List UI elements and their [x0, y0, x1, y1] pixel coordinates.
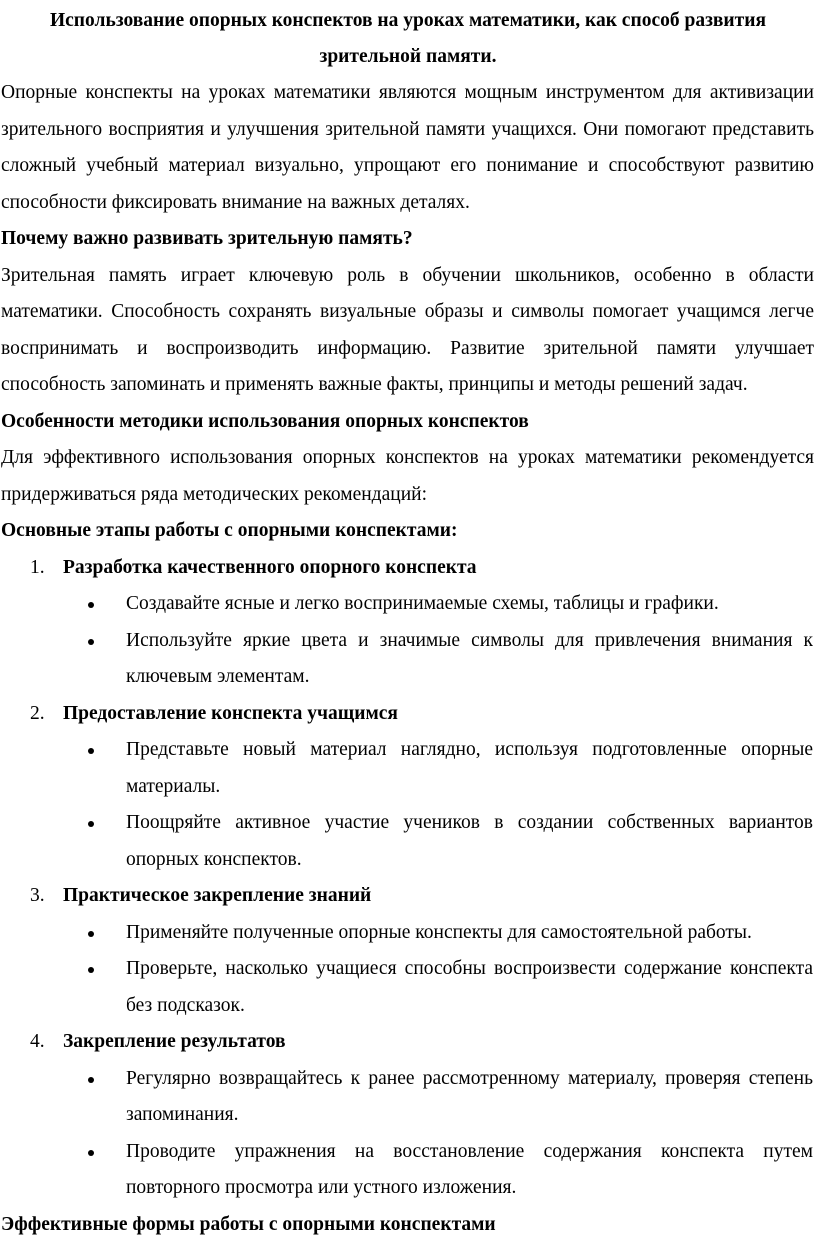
section-heading-stages: Основные этапы работы с опорными конспектами: [0, 513, 816, 550]
bullet-icon [88, 931, 94, 937]
stage-bullets [0, 732, 816, 878]
stage-title-text: Практическое закрепление знаний [63, 885, 371, 906]
stage-bullets [0, 1061, 816, 1207]
stage-number: 3. [30, 878, 45, 915]
stage-title [0, 550, 816, 587]
list-item-text: Проверьте, насколько учащиеся способны воспроизвести содержание конспекта без подсказок. [126, 958, 813, 1016]
stage-item [0, 1024, 816, 1207]
list-item-text: Поощряйте активное участие учеников в создании собственных вариантов опорных конспектов. [126, 812, 813, 870]
stage-item [0, 696, 816, 879]
document-title [0, 0, 816, 75]
stage-item [0, 878, 816, 1024]
stage-bullets [0, 915, 816, 1025]
list-item [0, 1061, 816, 1134]
bullet-icon [88, 1077, 94, 1083]
stage-title-text: Разработка качественного опорного конспекта [63, 557, 477, 578]
bullet-icon [88, 602, 94, 608]
section-heading-method: Особенности методики использования опорных конспектов [0, 404, 816, 441]
stage-title [0, 878, 816, 915]
list-item-text: Создавайте ясные и легко воспринимаемые схемы, таблицы и графики. [126, 593, 719, 614]
list-item [0, 805, 816, 878]
list-item-text: Представьте новый материал наглядно, используя подготовленные опорные материалы. [126, 739, 813, 797]
list-item [0, 951, 816, 1024]
stage-title [0, 1024, 816, 1061]
bullet-icon [88, 1150, 94, 1156]
list-item [0, 732, 816, 805]
intro-paragraph: Опорные конспекты на уроках математики являются мощным инструментом для активизации зрительного восприятия и улучшения зрительной памяти учащихся. Они помогают представить сложный учебный материал визуально, упрощают его понимание и способствуют развитию способности фиксировать внимание на важных деталях. [0, 75, 816, 221]
bullet-icon [88, 967, 94, 973]
visual-memory-paragraph: Зрительная память играет ключевую роль в обучении школьников, особенно в области математики. Способность сохранять визуальные образы и символы помогает учащимся легче воспринимать и воспроизводить информацию. Развитие зрительной памяти улучшает способность запоминать и применять важные факты, принципы и методы решений задач. [0, 258, 816, 404]
list-item [0, 586, 816, 623]
section-heading-forms: Эффективные формы работы с опорными конспектами [0, 1207, 816, 1243]
bullet-icon [88, 748, 94, 754]
list-item [0, 623, 816, 696]
section-heading-visual-memory: Почему важно развивать зрительную память? [0, 221, 816, 258]
list-item-text: Применяйте полученные опорные конспекты для самостоятельной работы. [126, 922, 752, 943]
stage-title-text: Предоставление конспекта учащимся [63, 703, 398, 724]
bullet-icon [88, 639, 94, 645]
stage-title-text: Закрепление результатов [63, 1031, 286, 1052]
stage-item [0, 550, 816, 696]
bullet-icon [88, 821, 94, 827]
stage-bullets [0, 586, 816, 696]
list-item [0, 915, 816, 952]
list-item [0, 1134, 816, 1207]
stage-title [0, 696, 816, 733]
stage-number: 1. [30, 550, 45, 587]
title-line-2: зрительной памяти. [0, 39, 816, 75]
list-item-text: Проводите упражнения на восстановление содержания конспекта путем повторного просмотра или устного изложения. [126, 1141, 813, 1199]
stage-number: 4. [30, 1024, 45, 1061]
stages-list [0, 550, 816, 1207]
stage-number: 2. [30, 696, 45, 733]
title-line-1: Использование опорных конспектов на уроках математики, как способ развития [0, 3, 816, 39]
list-item-text: Используйте яркие цвета и значимые символы для привлечения внимания к ключевым элементам. [126, 630, 813, 688]
method-paragraph: Для эффективного использования опорных конспектов на уроках математики рекомендуется придерживаться ряда методических рекомендаций: [0, 440, 816, 513]
list-item-text: Регулярно возвращайтесь к ранее рассмотренному материалу, проверяя степень запоминания. [126, 1068, 813, 1126]
